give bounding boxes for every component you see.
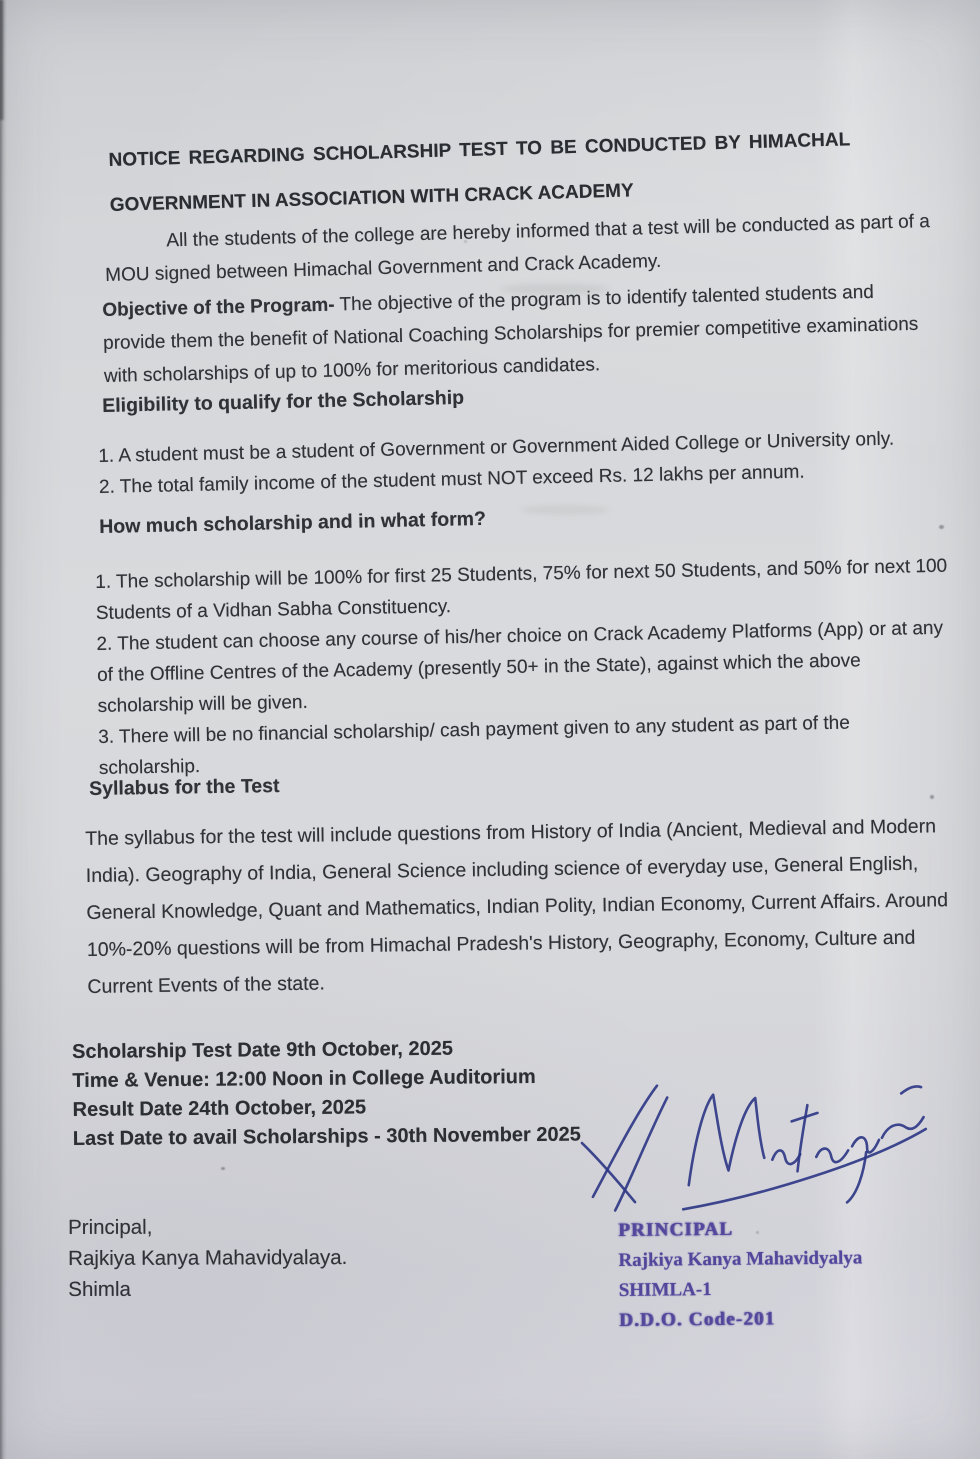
scholarship-form-item-2: 2. The student can choose any course of his/her choice on Crack Academy Platforms (App) or at any of the Offline Centres of the Academy (presently 50+ in the State), against which the above scholarship will be given. xyxy=(96,617,944,717)
objective-body-text: The objective of the program is to identify talented students and provide them the benefit of National Coaching Scholarships for premier competitive examinations with scholarships of up to 100% for meritorious candidates. xyxy=(102,281,919,387)
objective-lead-label: Objective of the Program- xyxy=(102,294,335,321)
paper-speck xyxy=(930,795,934,799)
signoff-block xyxy=(68,1211,348,1305)
notice-title-line2: GOVERNMENT IN ASSOCIATION WITH CRACK ACADEMY xyxy=(109,180,634,216)
principal-rubber-stamp xyxy=(618,1213,863,1336)
schedule-block xyxy=(72,1034,581,1154)
stamp-line-ddo-code: D.D.O. Code-201 xyxy=(618,1308,776,1331)
scholarship-form-list xyxy=(95,551,955,784)
signoff-city: Shimla xyxy=(68,1277,131,1301)
eligibility-item-2: 2. The total family income of the student must NOT exceed Rs. 12 lakhs per annum. xyxy=(98,461,805,498)
signoff-role: Principal, xyxy=(68,1215,153,1239)
schedule-test-date: Scholarship Test Date 9th October, 2025 xyxy=(72,1037,454,1063)
paper-speck xyxy=(756,1231,759,1234)
stamp-line-city: SHIMLA-1 xyxy=(618,1279,712,1301)
syllabus-paragraph: The syllabus for the test will include questions from History of India (Ancient, Medieval and Modern India). Geography of India, General Science including science of everyday use, General English, General Knowledge, Quant and Mathematics, Indian Polity, Indian Economy, Current Affairs. Around 10%-20% questions will be from Himachal Pradesh's History, Geography, Economy, Culture and Current Events of the state. xyxy=(85,815,949,998)
syllabus-heading: Syllabus for the Test xyxy=(89,775,280,800)
stamp-line-college: Rajkiya Kanya Mahavidyalya xyxy=(618,1247,863,1271)
eligibility-heading: Eligibility to qualify for the Scholarship xyxy=(102,386,465,417)
eligibility-list xyxy=(98,424,895,503)
intro-paragraph: All the students of the college are hereby informed that a test will be conducted as part of a MOU signed between Himachal Government and Crack Academy. xyxy=(104,211,931,286)
paper-speck xyxy=(939,525,944,529)
eligibility-item-1: 1. A student must be a student of Government or Government Aided College or University only. xyxy=(98,428,895,467)
ink-bleed-smudge xyxy=(520,505,610,515)
schedule-result-date: Result Date 24th October, 2025 xyxy=(72,1096,367,1121)
signoff-college: Rajkiya Kanya Mahavidyalaya. xyxy=(68,1246,348,1270)
page-corner-shadow xyxy=(0,0,5,120)
stamp-line-principal: PRINCIPAL xyxy=(618,1218,734,1241)
ink-bleed-smudge xyxy=(500,284,610,294)
scholarship-form-item-3: 3. There will be no financial scholarship/ cash payment given to any student as part of the scholarship. xyxy=(98,712,850,779)
paper-speck xyxy=(464,240,467,243)
principal-signature-ink xyxy=(569,1063,944,1221)
notice-title-line1: NOTICE REGARDING SCHOLARSHIP TEST TO BE CONDUCTED BY HIMACHAL xyxy=(108,129,851,171)
schedule-time-venue: Time & Venue: 12:00 Noon in College Auditorium xyxy=(72,1065,536,1092)
page-edge-shadow xyxy=(0,0,7,1459)
scholarship-form-item-1: 1. The scholarship will be 100% for first 25 Students, 75% for next 50 Students, and 50% for next 100 Students of a Vidhan Sabha Constituency. xyxy=(95,555,948,624)
scholarship-form-heading: How much scholarship and in what form? xyxy=(99,507,487,538)
paper-speck xyxy=(221,1167,225,1170)
schedule-last-date: Last Date to avail Scholarships - 30th November 2025 xyxy=(72,1123,581,1150)
